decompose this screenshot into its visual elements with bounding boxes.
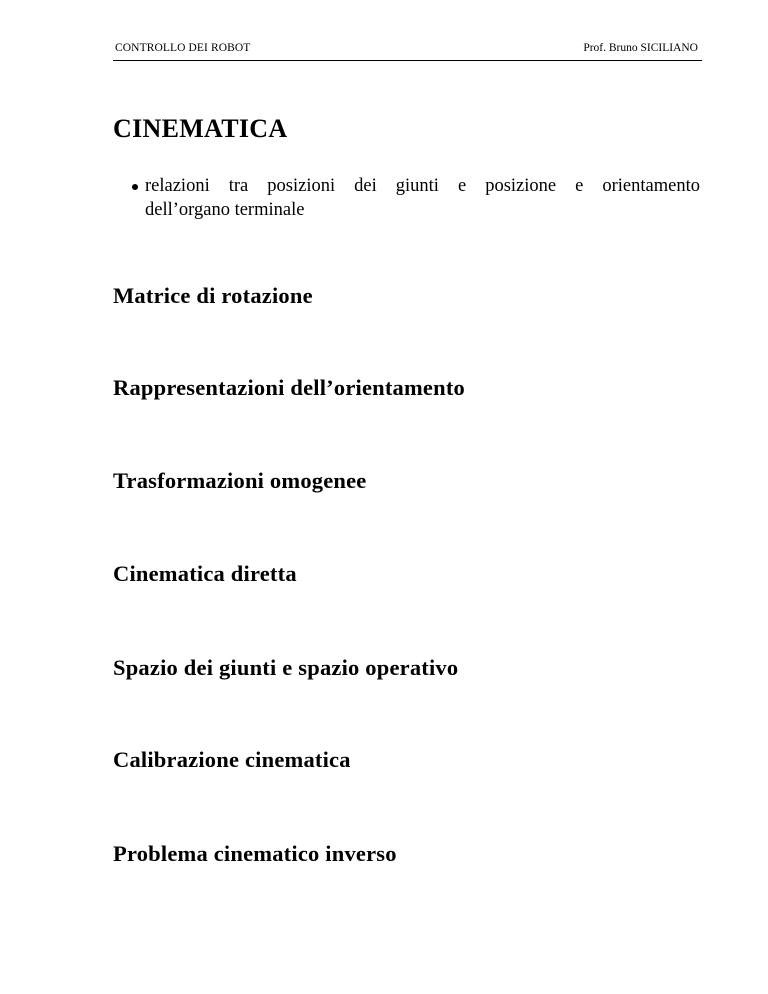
bullet-text: [145, 174, 700, 222]
bullet-icon: [132, 184, 138, 190]
section-heading-trasformazioni-omogenee: Trasformazioni omogenee: [113, 468, 367, 493]
bullet-text-line-1: relazioni tra posizioni dei giunti e posizione e orientamento: [145, 176, 700, 196]
section-heading-rappresentazioni-orientamento: Rappresentazioni dell’orientamento: [113, 375, 465, 400]
section-heading-calibrazione-cinematica: Calibrazione cinematica: [113, 747, 351, 772]
header-author: Prof. Bruno SICILIANO: [583, 42, 698, 54]
section-heading-cinematica-diretta: Cinematica diretta: [113, 561, 297, 586]
bullet-text-line-2: dell’organo terminale: [145, 200, 305, 220]
section-heading-problema-cinematico-inverso: Problema cinematico inverso: [113, 841, 397, 866]
header-divider: [113, 60, 702, 61]
header-course-title: CONTROLLO DEI ROBOT: [115, 42, 251, 54]
section-heading-matrice-di-rotazione: Matrice di rotazione: [113, 283, 313, 308]
page-title: CINEMATICA: [113, 114, 288, 143]
section-heading-spazio-giunti-operativo: Spazio dei giunti e spazio operativo: [113, 655, 459, 680]
page-header: [113, 40, 702, 60]
